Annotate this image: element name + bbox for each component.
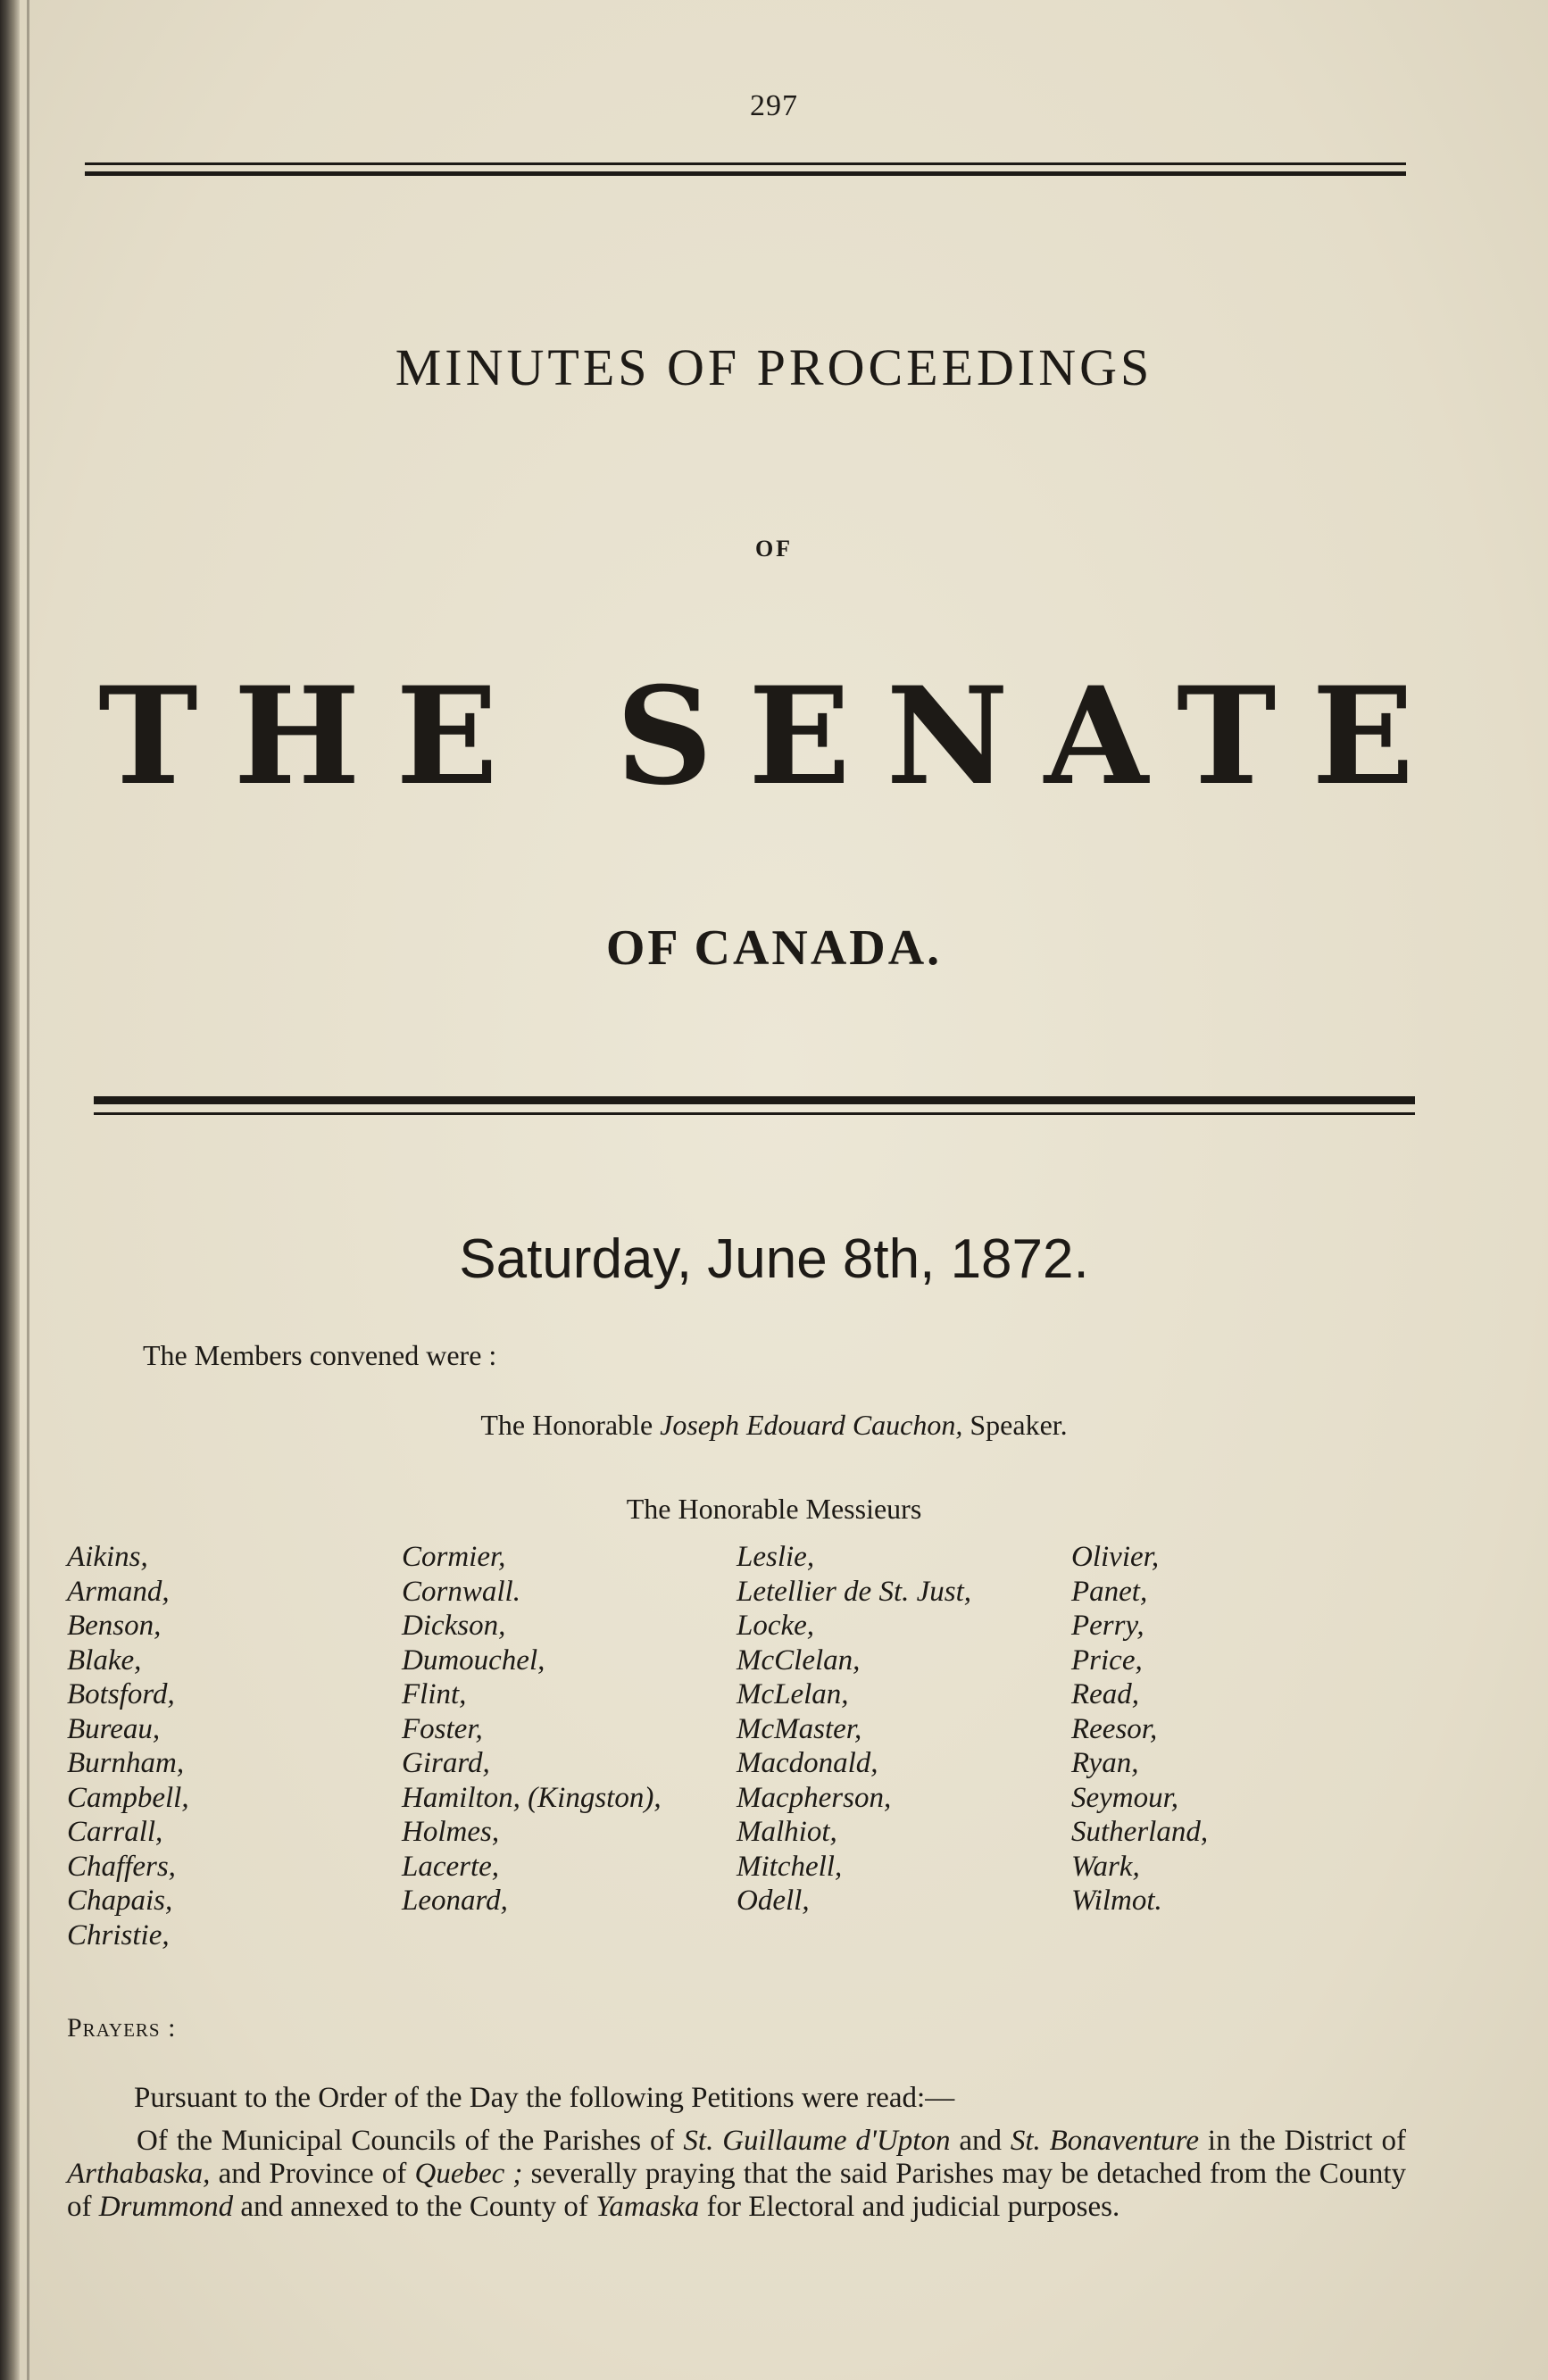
member-name: Macpherson, bbox=[737, 1781, 892, 1814]
member-name: Malhiot, bbox=[737, 1816, 837, 1848]
member-name: McLelan, bbox=[737, 1678, 849, 1710]
petition-text: severally praying that the said Parishes may be detached from the County of bbox=[67, 2158, 1406, 2223]
member-name: Leslie, bbox=[737, 1541, 815, 1573]
page-number: 297 bbox=[750, 89, 798, 122]
members-column-3 bbox=[737, 1540, 971, 1918]
petition-text: Of the Municipal Councils of the Parishes of bbox=[137, 2125, 675, 2157]
petition-text: and annexed to the County of bbox=[240, 2191, 588, 2223]
place-name: St. Bonaventure bbox=[1010, 2125, 1200, 2157]
member-name: Benson, bbox=[67, 1610, 162, 1642]
member-name: Leonard, bbox=[402, 1885, 508, 1917]
canada-subtitle: OF CANADA. bbox=[605, 920, 943, 976]
member-name: Cormier, bbox=[402, 1541, 506, 1573]
member-name: Chaffers, bbox=[67, 1850, 176, 1883]
member-name: Blake, bbox=[67, 1644, 142, 1677]
petition-paragraph bbox=[67, 2125, 1406, 2224]
member-name: Flint, bbox=[402, 1678, 467, 1710]
member-name: Dumouchel, bbox=[402, 1644, 545, 1677]
main-heading: MINUTES OF PROCEEDINGS bbox=[395, 338, 1153, 396]
petition-text: for Electoral and judicial purposes. bbox=[706, 2191, 1120, 2223]
member-name: Burnham, bbox=[67, 1747, 185, 1779]
member-name: Seymour, bbox=[1071, 1781, 1179, 1814]
member-name: Mitchell, bbox=[737, 1850, 843, 1883]
member-name: McClelan, bbox=[737, 1644, 861, 1677]
members-list bbox=[67, 1540, 1424, 1986]
member-name: Aikins, bbox=[67, 1541, 148, 1573]
speaker-name: Joseph Edouard Cauchon, bbox=[660, 1409, 963, 1441]
place-name: Quebec ; bbox=[414, 2158, 523, 2190]
member-name: Locke, bbox=[737, 1610, 815, 1642]
member-name: Wark, bbox=[1071, 1850, 1140, 1883]
member-name: Hamilton, (Kingston), bbox=[402, 1781, 662, 1814]
member-name: Chapais, bbox=[67, 1885, 173, 1917]
top-rule-thick bbox=[85, 171, 1406, 176]
member-name: Sutherland, bbox=[1071, 1816, 1209, 1848]
members-column-4 bbox=[1071, 1540, 1208, 1918]
top-rule bbox=[85, 162, 1406, 165]
members-column-2 bbox=[402, 1540, 662, 1918]
member-name: Odell, bbox=[737, 1885, 810, 1917]
petition-text: and Province of bbox=[218, 2158, 407, 2190]
sitting-date: Saturday, June 8th, 1872. bbox=[459, 1228, 1089, 1290]
member-name: Letellier de St. Just, bbox=[737, 1575, 972, 1608]
prayers-label: Prayers : bbox=[67, 2013, 177, 2043]
member-name: Carrall, bbox=[67, 1816, 163, 1848]
member-name: Price, bbox=[1071, 1644, 1143, 1677]
middle-rule bbox=[94, 1112, 1415, 1115]
messieurs-heading: The Honorable Messieurs bbox=[626, 1493, 922, 1525]
place-name: Drummond bbox=[98, 2191, 234, 2223]
member-name: Botsford, bbox=[67, 1678, 175, 1710]
member-name: Ryan, bbox=[1071, 1747, 1139, 1779]
member-name: Read, bbox=[1071, 1678, 1140, 1710]
member-name: Armand, bbox=[67, 1575, 170, 1608]
speaker-suffix: Speaker. bbox=[970, 1409, 1068, 1441]
pursuant-line: Pursuant to the Order of the Day the following Petitions were read:— bbox=[134, 2082, 955, 2114]
member-name: Cornwall. bbox=[402, 1575, 520, 1608]
petition-text: and bbox=[959, 2125, 1002, 2157]
petition-text: in the District of bbox=[1207, 2125, 1407, 2157]
member-name: Macdonald, bbox=[737, 1747, 878, 1779]
member-name: Lacerte, bbox=[402, 1850, 500, 1883]
senate-title: THE SENATE bbox=[98, 658, 1450, 815]
member-name: Campbell, bbox=[67, 1781, 189, 1814]
heading-of: OF bbox=[754, 536, 794, 562]
member-name: Bureau, bbox=[67, 1712, 161, 1745]
member-name: Dickson, bbox=[402, 1610, 506, 1642]
member-name: McMaster, bbox=[737, 1712, 862, 1745]
member-name: Perry, bbox=[1071, 1610, 1144, 1642]
members-convened-label: The Members convened were : bbox=[143, 1339, 497, 1371]
members-column-1 bbox=[67, 1540, 189, 1952]
member-name: Olivier, bbox=[1071, 1541, 1160, 1573]
member-name: Christie, bbox=[67, 1918, 170, 1951]
member-name: Girard, bbox=[402, 1747, 490, 1779]
middle-rule-thick bbox=[94, 1096, 1415, 1104]
place-name: St. Guillaume d'Upton bbox=[683, 2125, 951, 2157]
member-name: Wilmot. bbox=[1071, 1885, 1162, 1917]
place-name: Arthabaska, bbox=[67, 2158, 211, 2190]
member-name: Panet, bbox=[1071, 1575, 1148, 1608]
member-name: Holmes, bbox=[402, 1816, 500, 1848]
member-name: Foster, bbox=[402, 1712, 483, 1745]
place-name: Yamaska bbox=[595, 2191, 700, 2223]
member-name: Reesor, bbox=[1071, 1712, 1158, 1745]
speaker-line bbox=[0, 1409, 1548, 1442]
speaker-prefix: The Honorable bbox=[480, 1409, 653, 1441]
